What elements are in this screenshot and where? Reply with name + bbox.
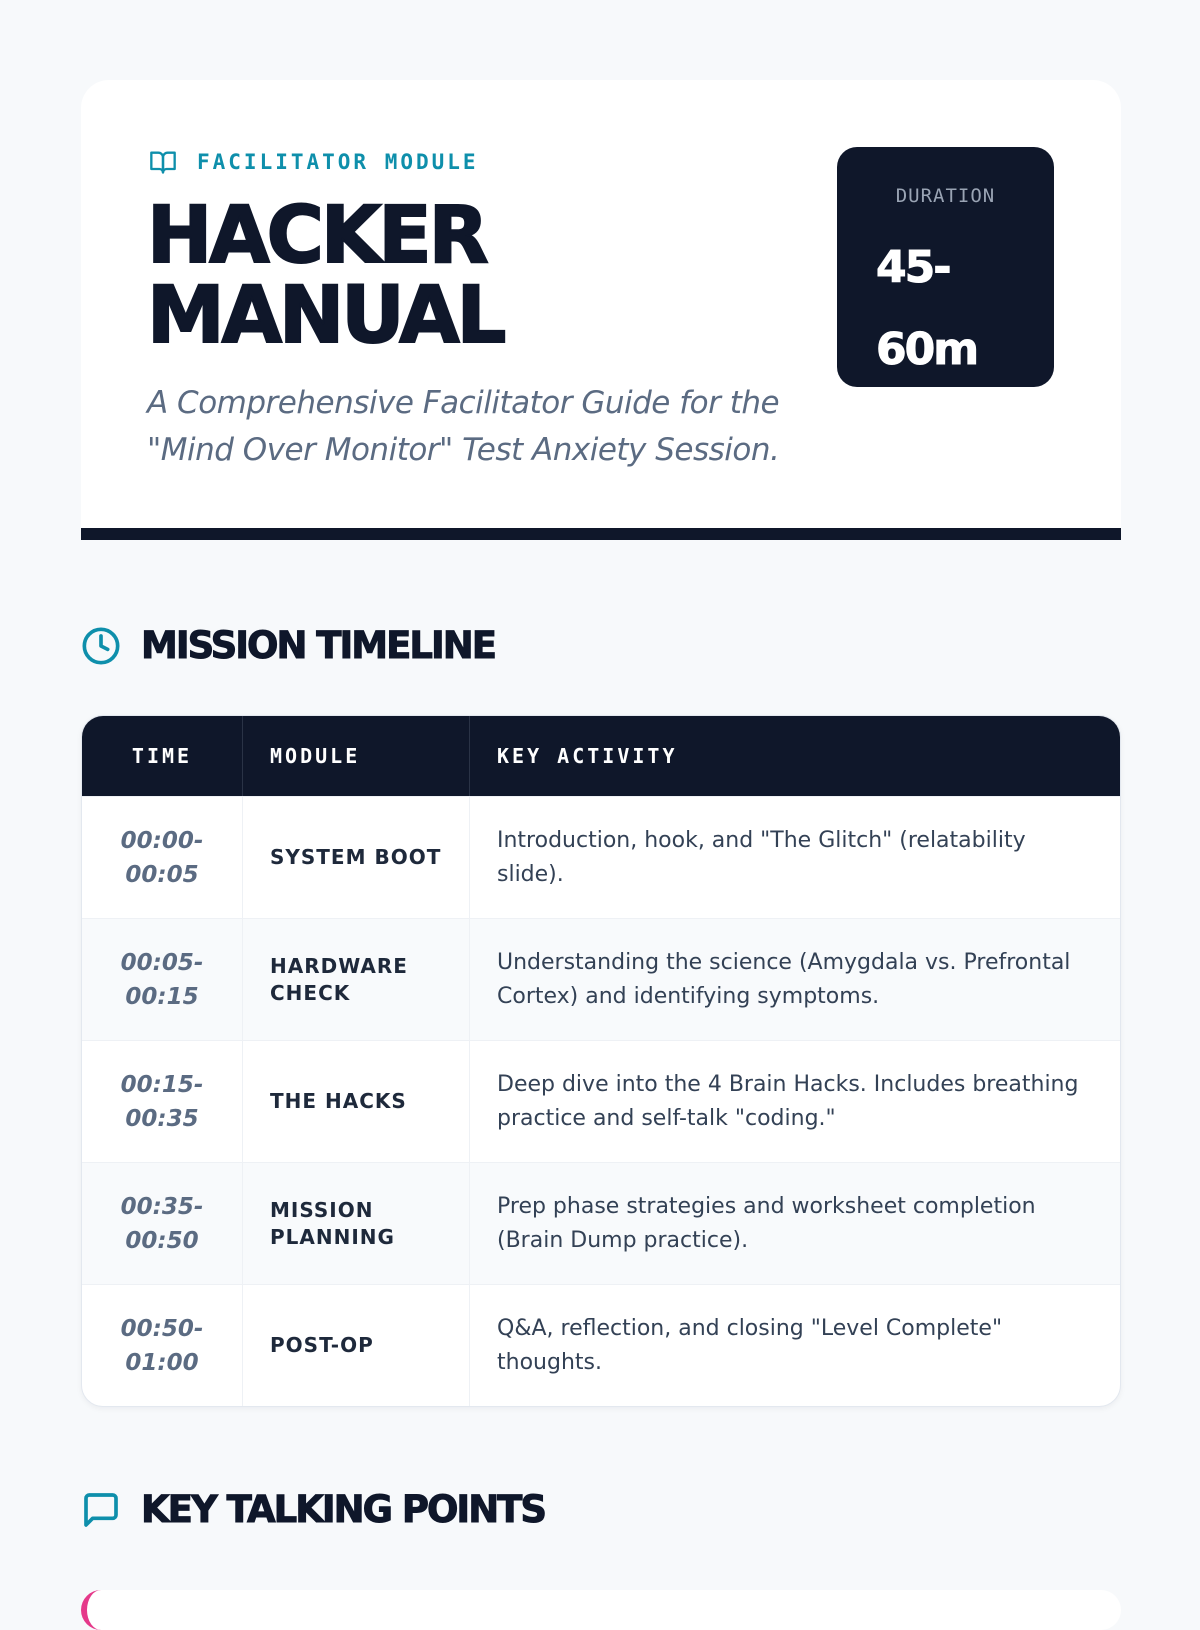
column-header-activity: KEY ACTIVITY bbox=[497, 744, 678, 768]
title-line-1: HACKER bbox=[147, 191, 486, 281]
clock-icon bbox=[81, 626, 121, 666]
activity-cell: Q&A, reflection, and closing "Level Complete" thoughts. bbox=[497, 1315, 1003, 1375]
time-cell bbox=[82, 1041, 243, 1162]
activity-cell: Prep phase strategies and worksheet completion (Brain Dump practice). bbox=[497, 1193, 1036, 1253]
table-header-row bbox=[82, 716, 1120, 796]
duration-value: 45-60m bbox=[876, 242, 978, 375]
activity-cell: Introduction, hook, and "The Glitch" (relatability slide). bbox=[497, 827, 1026, 887]
duration-label: DURATION bbox=[895, 185, 996, 207]
time-cell bbox=[82, 1285, 243, 1406]
module-eyebrow bbox=[147, 148, 479, 176]
table-row bbox=[82, 796, 1120, 918]
book-open-icon bbox=[147, 148, 179, 176]
talking-points-heading bbox=[81, 1488, 545, 1531]
column-header-module: MODULE bbox=[243, 716, 470, 796]
module-cell bbox=[243, 919, 470, 1040]
time-value: 00:50-01:00 bbox=[120, 1315, 204, 1376]
time-value: 00:15-00:35 bbox=[120, 1071, 204, 1132]
module-cell bbox=[243, 797, 470, 918]
page-subtitle: A Comprehensive Facilitator Guide for the "Mind Over Monitor" Test Anxiety Session. bbox=[147, 385, 780, 468]
module-value: HARDWARE CHECK bbox=[270, 953, 408, 1005]
module-value: SYSTEM BOOT bbox=[270, 845, 442, 869]
timeline-heading bbox=[81, 624, 495, 667]
module-value: POST-OP bbox=[270, 1333, 374, 1357]
time-cell bbox=[82, 1163, 243, 1284]
activity-cell: Deep dive into the 4 Brain Hacks. Includes breathing practice and self-talk "coding." bbox=[497, 1071, 1079, 1131]
timeline-title: MISSION TIMELINE bbox=[141, 624, 495, 667]
table-row bbox=[82, 1162, 1120, 1284]
column-header-time: TIME bbox=[82, 716, 243, 796]
module-value: THE HACKS bbox=[270, 1089, 407, 1113]
header-card bbox=[81, 80, 1121, 540]
module-cell bbox=[243, 1041, 470, 1162]
time-cell bbox=[82, 797, 243, 918]
talking-point-card bbox=[81, 1590, 1121, 1630]
time-value: 00:00-00:05 bbox=[120, 827, 204, 888]
time-cell bbox=[82, 919, 243, 1040]
title-line-2: MANUAL bbox=[147, 271, 504, 361]
timeline-table bbox=[81, 715, 1121, 1407]
module-value: MISSION PLANNING bbox=[270, 1197, 395, 1249]
talking-points-title: KEY TALKING POINTS bbox=[141, 1488, 546, 1531]
module-cell bbox=[243, 1285, 470, 1406]
time-value: 00:05-00:15 bbox=[120, 949, 204, 1010]
table-row bbox=[82, 1040, 1120, 1162]
table-row bbox=[82, 918, 1120, 1040]
time-value: 00:35-00:50 bbox=[120, 1193, 204, 1254]
activity-cell: Understanding the science (Amygdala vs. Prefrontal Cortex) and identifying symptoms. bbox=[497, 949, 1071, 1009]
module-cell bbox=[243, 1163, 470, 1284]
table-row bbox=[82, 1284, 1120, 1406]
duration-badge bbox=[837, 147, 1054, 387]
message-square-icon bbox=[81, 1490, 121, 1530]
page-title bbox=[147, 191, 504, 361]
eyebrow-label: FACILITATOR MODULE bbox=[197, 150, 479, 174]
